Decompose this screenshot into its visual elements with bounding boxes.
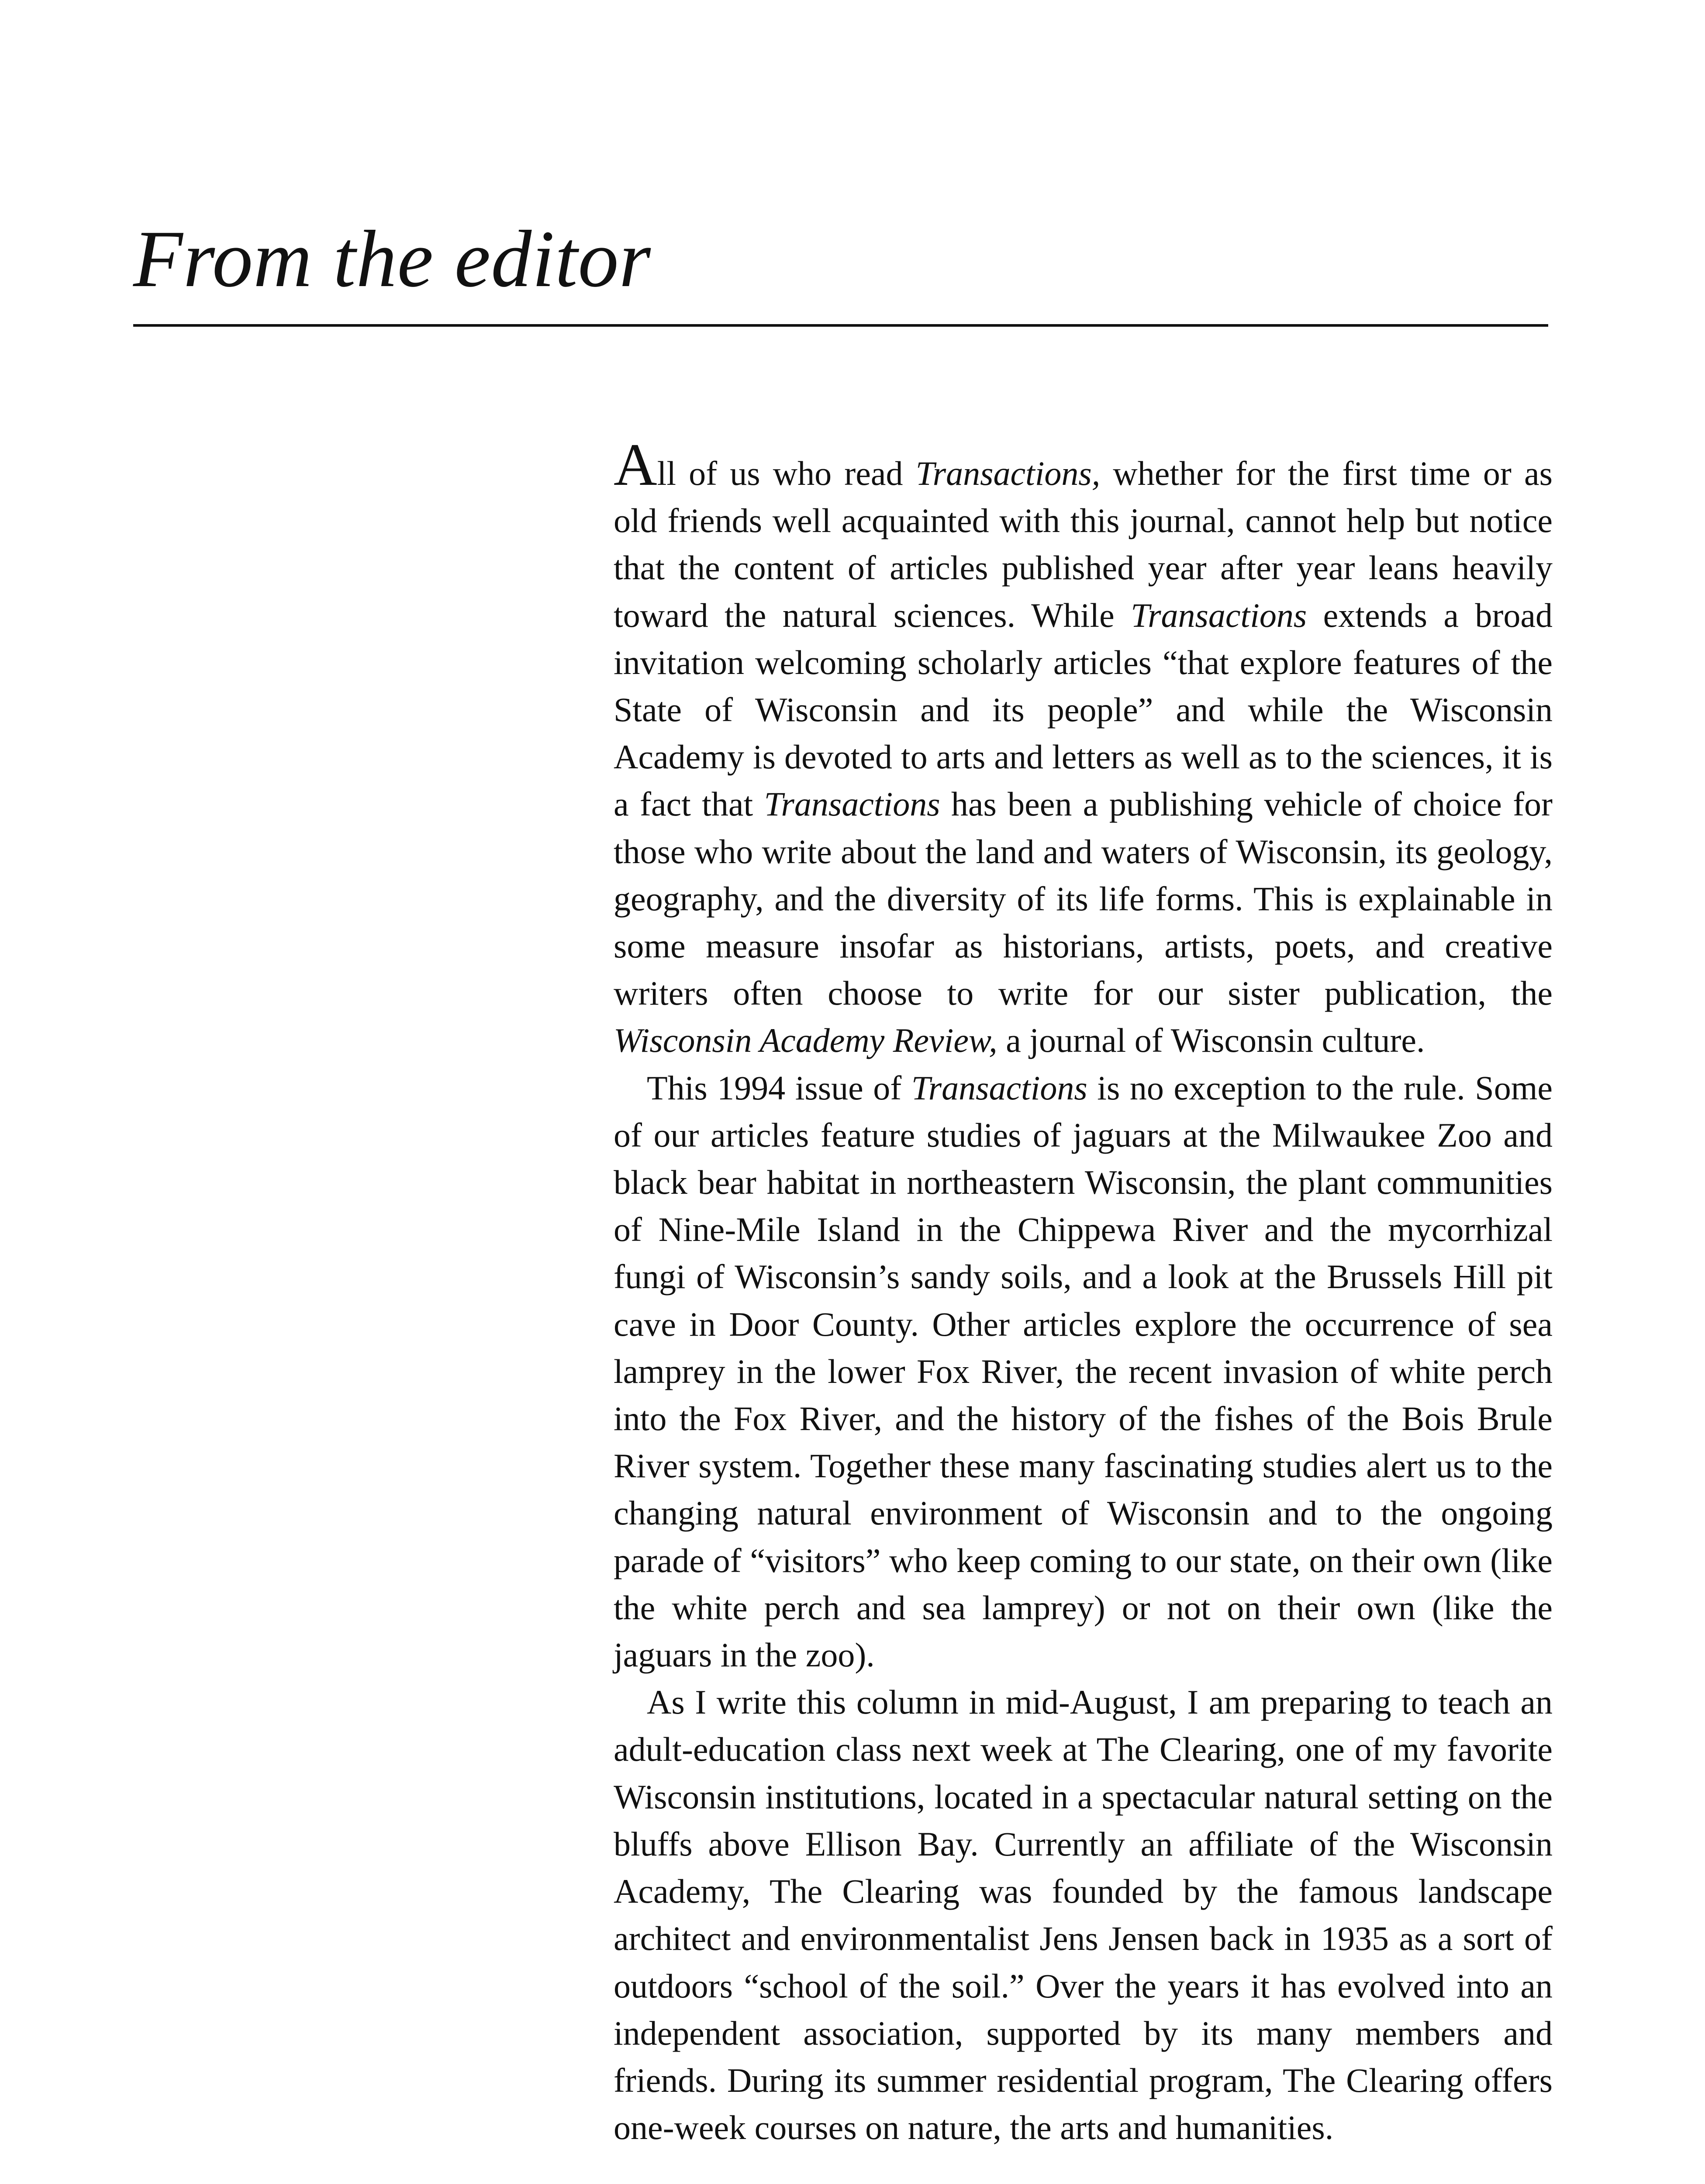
- opening-text-run: All of us who read: [614, 431, 916, 498]
- text-run: extends a broad invitation welcoming scholarly articles “that explore features of the State of Wisconsin and its people” and while the Wisconsin Academy is devoted to arts and letters as well as to the sciences, it is a fact that: [614, 596, 1553, 823]
- text-run: a journal of Wisconsin culture.: [997, 1021, 1425, 1060]
- italic-text-run: Transactions: [1131, 596, 1307, 634]
- page-title: From the editor: [133, 214, 651, 304]
- paragraph-1: [614, 431, 1553, 1064]
- title-rule: [133, 324, 1548, 327]
- text-run: is no exception to the rule. Some of our articles feature studies of jaguars at the Milwaukee Zoo and black bear habitat in northeastern Wisconsin, the plant communities of Nine-Mile Island in the Chippewa River and the mycorrhizal fungi of Wisconsin’s sandy soils, and a look at the Brussels Hill pit cave in Door County. Other articles explore the occurrence of sea lamprey in the lower Fox River, the recent invasion of white perch into the Fox River, and the history of the fishes of the Bois Brule River system. Together these many fascinating studies alert us to the changing natural environment of Wisconsin and to the ongoing parade of “visitors” who keep coming to our state, on their own (like the white perch and sea lamprey) or not on their own (like the jaguars in the zoo).: [614, 1068, 1553, 1674]
- italic-text-run: Transactions,: [915, 454, 1101, 492]
- italic-text-run: Transactions: [911, 1068, 1087, 1107]
- text-run: As I write this column in mid-August, I am preparing to teach an adult-education class next week at The Clearing, one of my favorite Wisconsin institutions, located in a spectacular natural setting on the bluffs above Ellison Bay. Currently an affiliate of the Wisconsin Academy, The Clearing was founded by the famous landscape architect and environmentalist Jens Jensen back in 1935 as a sort of outdoors “school of the soil.” Over the years it has evolved into an independent association, supported by its many members and friends. During its summer residential program, The Clearing offers one-week courses on nature, the arts and humanities.: [614, 1683, 1553, 2147]
- italic-text-run: Transactions: [764, 785, 940, 823]
- italic-text-run: Wisconsin Academy Review,: [614, 1021, 997, 1060]
- article-body: [614, 431, 1553, 2151]
- text-run: has been a publishing vehicle of choice for those who write about the land and waters of Wisconsin, its geology, geography, and the diversity of its life forms. This is explainable in some measure insofar as historians, artists, poets, and creative writers often choose to write for our sister publication, the: [614, 785, 1553, 1013]
- paragraph-2: [614, 1064, 1553, 1679]
- text-run: This 1994 issue of: [647, 1068, 911, 1107]
- paragraph-3: [614, 1679, 1553, 2151]
- text-run: whether for the first time or as old friends well acquainted with this journal, cannot help but notice that the content of articles published year after year leans heavily toward the natural sciences. While: [614, 454, 1553, 634]
